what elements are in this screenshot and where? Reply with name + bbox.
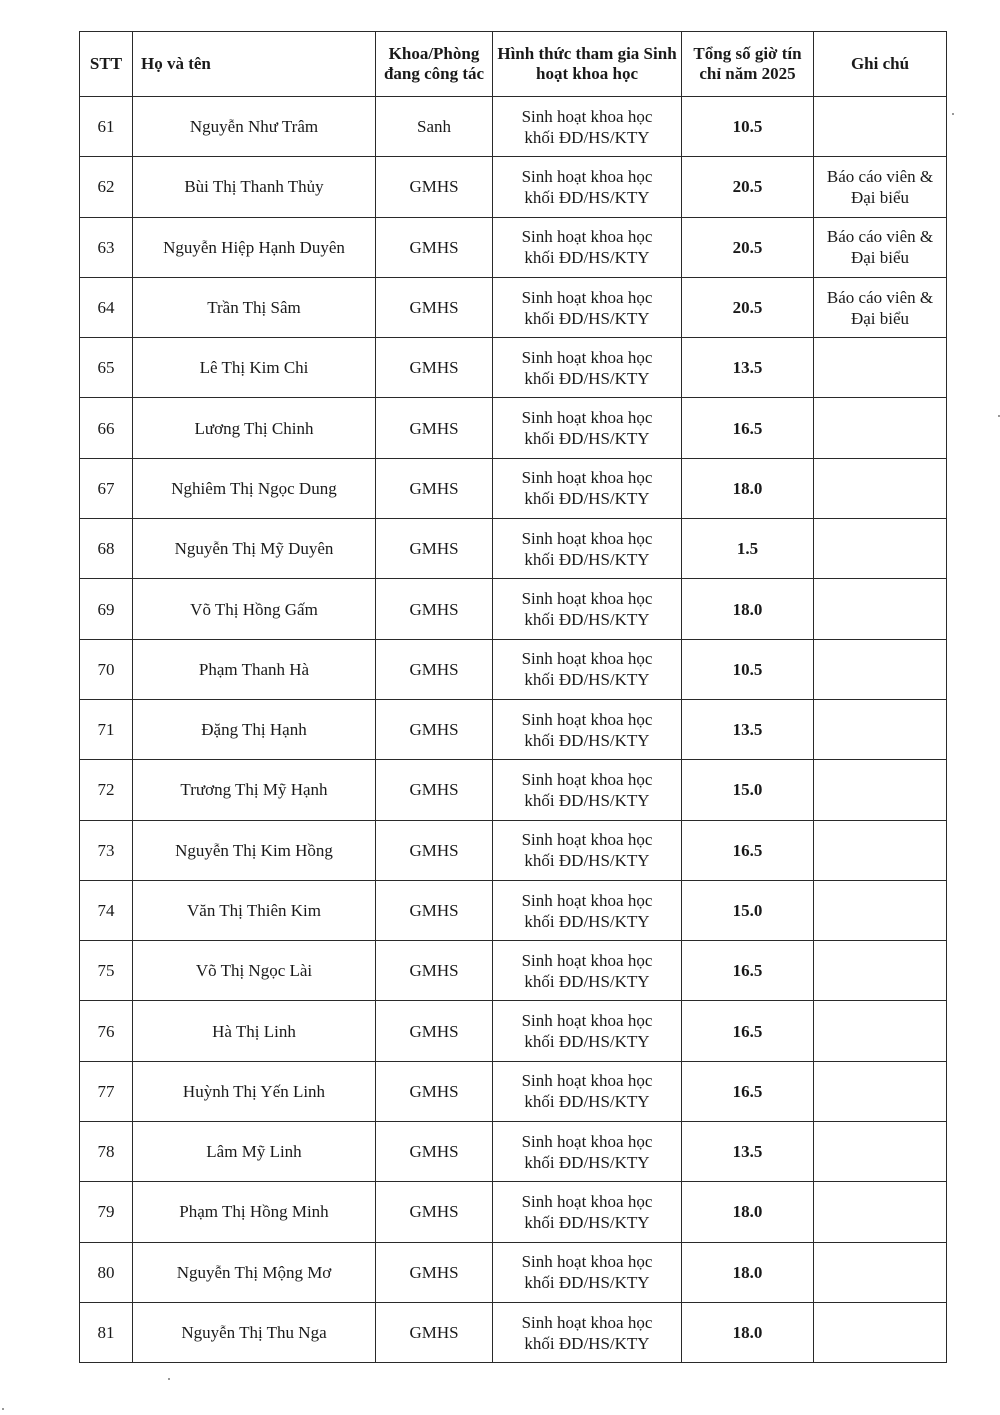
cell-note <box>814 941 947 1001</box>
cell-hours: 10.5 <box>682 639 814 699</box>
cell-dept: GMHS <box>376 880 493 940</box>
cell-note <box>814 458 947 518</box>
form-line-1: Sinh hoạt khoa học <box>521 166 653 186</box>
cell-stt: 80 <box>80 1242 133 1302</box>
cell-stt: 75 <box>80 941 133 1001</box>
form-line-2: khối ĐD/HS/KTY <box>524 368 650 388</box>
cell-note <box>814 157 947 217</box>
cell-dept: GMHS <box>376 1001 493 1061</box>
cell-hours: 16.5 <box>682 1061 814 1121</box>
form-line-1: Sinh hoạt khoa học <box>521 287 653 307</box>
cell-form <box>493 217 682 277</box>
cell-form <box>493 458 682 518</box>
form-line-1: Sinh hoạt khoa học <box>521 528 653 548</box>
form-line-1: Sinh hoạt khoa học <box>521 1312 653 1332</box>
table-header <box>80 32 947 97</box>
cell-stt: 62 <box>80 157 133 217</box>
table-row <box>80 1001 947 1061</box>
cell-hours: 1.5 <box>682 519 814 579</box>
cell-dept: GMHS <box>376 639 493 699</box>
cell-form <box>493 398 682 458</box>
cell-note <box>814 1302 947 1362</box>
table-row <box>80 579 947 639</box>
cell-note <box>814 97 947 157</box>
cell-stt: 67 <box>80 458 133 518</box>
form-line-1: Sinh hoạt khoa học <box>521 408 653 428</box>
cell-name: Phạm Thị Hồng Minh <box>133 1182 376 1242</box>
cell-dept: GMHS <box>376 1242 493 1302</box>
form-line-2: khối ĐD/HS/KTY <box>524 248 650 268</box>
cell-hours: 20.5 <box>682 217 814 277</box>
cell-stt: 76 <box>80 1001 133 1061</box>
cell-hours: 20.5 <box>682 277 814 337</box>
form-line-2: khối ĐD/HS/KTY <box>524 1212 650 1232</box>
note-line-2: Đại biểu <box>850 308 910 328</box>
cell-hours: 18.0 <box>682 458 814 518</box>
form-line-2: khối ĐD/HS/KTY <box>524 489 650 509</box>
cell-stt: 81 <box>80 1302 133 1362</box>
form-line-1: Sinh hoạt khoa học <box>521 347 653 367</box>
form-line-2: khối ĐD/HS/KTY <box>524 1273 650 1293</box>
table-row <box>80 217 947 277</box>
cell-name: Đặng Thị Hạnh <box>133 699 376 759</box>
form-line-1: Sinh hoạt khoa học <box>521 1011 653 1031</box>
cell-form <box>493 1122 682 1182</box>
table-row <box>80 157 947 217</box>
cell-name: Lê Thị Kim Chi <box>133 338 376 398</box>
cell-note <box>814 820 947 880</box>
note-line-2: Đại biểu <box>850 248 910 268</box>
cell-hours: 16.5 <box>682 398 814 458</box>
table-row <box>80 458 947 518</box>
cell-note <box>814 1182 947 1242</box>
scan-speck <box>168 1378 170 1380</box>
scan-speck <box>2 1408 4 1410</box>
cell-name: Nguyễn Thị Mộng Mơ <box>133 1242 376 1302</box>
cell-note <box>814 519 947 579</box>
form-line-2: khối ĐD/HS/KTY <box>524 1092 650 1112</box>
form-line-1: Sinh hoạt khoa học <box>521 830 653 850</box>
cell-stt: 65 <box>80 338 133 398</box>
cell-hours: 15.0 <box>682 880 814 940</box>
cell-hours: 13.5 <box>682 338 814 398</box>
cell-stt: 79 <box>80 1182 133 1242</box>
table-row <box>80 699 947 759</box>
cell-form <box>493 97 682 157</box>
table-row <box>80 1182 947 1242</box>
cell-stt: 77 <box>80 1061 133 1121</box>
header-form: Hình thức tham gia Sinh hoạt khoa học <box>493 32 682 97</box>
cell-form <box>493 277 682 337</box>
cell-dept: Sanh <box>376 97 493 157</box>
cell-form <box>493 157 682 217</box>
cell-note <box>814 277 947 337</box>
cell-note <box>814 880 947 940</box>
note-line-1: Báo cáo viên & <box>826 166 934 186</box>
form-line-1: Sinh hoạt khoa học <box>521 649 653 669</box>
cell-name: Nguyễn Thị Mỹ Duyên <box>133 519 376 579</box>
cell-form <box>493 820 682 880</box>
cell-stt: 72 <box>80 760 133 820</box>
table-row <box>80 1122 947 1182</box>
note-line-1: Báo cáo viên & <box>826 287 934 307</box>
cell-dept: GMHS <box>376 760 493 820</box>
cell-hours: 20.5 <box>682 157 814 217</box>
form-line-1: Sinh hoạt khoa học <box>521 1071 653 1091</box>
cell-hours: 15.0 <box>682 760 814 820</box>
cell-note <box>814 338 947 398</box>
scan-speck <box>952 113 954 115</box>
form-line-1: Sinh hoạt khoa học <box>521 769 653 789</box>
cell-dept: GMHS <box>376 157 493 217</box>
form-line-1: Sinh hoạt khoa học <box>521 227 653 247</box>
cell-dept: GMHS <box>376 1182 493 1242</box>
cell-note <box>814 1242 947 1302</box>
cell-note <box>814 760 947 820</box>
cell-note <box>814 217 947 277</box>
cell-form <box>493 1001 682 1061</box>
cell-name: Võ Thị Hồng Gấm <box>133 579 376 639</box>
cell-hours: 16.5 <box>682 941 814 1001</box>
cell-name: Nguyễn Như Trâm <box>133 97 376 157</box>
form-line-2: khối ĐD/HS/KTY <box>524 308 650 328</box>
cell-hours: 13.5 <box>682 699 814 759</box>
table-row <box>80 277 947 337</box>
form-line-1: Sinh hoạt khoa học <box>521 1191 653 1211</box>
cell-name: Văn Thị Thiên Kim <box>133 880 376 940</box>
cell-form <box>493 699 682 759</box>
cell-note <box>814 639 947 699</box>
cell-note <box>814 1122 947 1182</box>
form-line-2: khối ĐD/HS/KTY <box>524 127 650 147</box>
table-row <box>80 398 947 458</box>
form-line-1: Sinh hoạt khoa học <box>521 468 653 488</box>
cell-note <box>814 398 947 458</box>
cell-name: Huỳnh Thị Yến Linh <box>133 1061 376 1121</box>
participants-table <box>79 31 947 1363</box>
cell-stt: 71 <box>80 699 133 759</box>
cell-stt: 63 <box>80 217 133 277</box>
table-row <box>80 97 947 157</box>
cell-stt: 66 <box>80 398 133 458</box>
header-note: Ghi chú <box>814 32 947 97</box>
header-hours: Tổng số giờ tín chỉ năm 2025 <box>682 32 814 97</box>
cell-name: Trần Thị Sâm <box>133 277 376 337</box>
form-line-1: Sinh hoạt khoa học <box>521 709 653 729</box>
form-line-1: Sinh hoạt khoa học <box>521 950 653 970</box>
cell-stt: 68 <box>80 519 133 579</box>
table-row <box>80 760 947 820</box>
cell-dept: GMHS <box>376 398 493 458</box>
cell-dept: GMHS <box>376 1302 493 1362</box>
cell-hours: 18.0 <box>682 579 814 639</box>
table-row <box>80 639 947 699</box>
cell-form <box>493 760 682 820</box>
form-line-2: khối ĐD/HS/KTY <box>524 1032 650 1052</box>
cell-dept: GMHS <box>376 820 493 880</box>
cell-hours: 16.5 <box>682 820 814 880</box>
cell-dept: GMHS <box>376 579 493 639</box>
cell-dept: GMHS <box>376 1061 493 1121</box>
form-line-2: khối ĐD/HS/KTY <box>524 549 650 569</box>
cell-form <box>493 579 682 639</box>
form-line-2: khối ĐD/HS/KTY <box>524 971 650 991</box>
form-line-2: khối ĐD/HS/KTY <box>524 670 650 690</box>
form-line-1: Sinh hoạt khoa học <box>521 589 653 609</box>
cell-form <box>493 880 682 940</box>
cell-name: Lâm Mỹ Linh <box>133 1122 376 1182</box>
cell-form <box>493 1242 682 1302</box>
cell-stt: 61 <box>80 97 133 157</box>
form-line-2: khối ĐD/HS/KTY <box>524 730 650 750</box>
cell-note <box>814 1061 947 1121</box>
cell-stt: 78 <box>80 1122 133 1182</box>
table-row <box>80 880 947 940</box>
header-row <box>80 32 947 97</box>
cell-name: Nguyễn Hiệp Hạnh Duyên <box>133 217 376 277</box>
cell-name: Nguyễn Thị Thu Nga <box>133 1302 376 1362</box>
cell-form <box>493 1182 682 1242</box>
cell-stt: 64 <box>80 277 133 337</box>
form-line-2: khối ĐD/HS/KTY <box>524 429 650 449</box>
cell-form <box>493 1302 682 1362</box>
table-row <box>80 1302 947 1362</box>
cell-note <box>814 699 947 759</box>
cell-name: Nguyễn Thị Kim Hồng <box>133 820 376 880</box>
cell-dept: GMHS <box>376 519 493 579</box>
form-line-2: khối ĐD/HS/KTY <box>524 911 650 931</box>
cell-stt: 74 <box>80 880 133 940</box>
table-row <box>80 820 947 880</box>
header-name: Họ và tên <box>133 32 376 97</box>
cell-hours: 18.0 <box>682 1182 814 1242</box>
cell-name: Trương Thị Mỹ Hạnh <box>133 760 376 820</box>
table-row <box>80 338 947 398</box>
cell-form <box>493 639 682 699</box>
table-body <box>80 97 947 1363</box>
table-row <box>80 941 947 1001</box>
cell-dept: GMHS <box>376 941 493 1001</box>
form-line-2: khối ĐD/HS/KTY <box>524 1333 650 1353</box>
cell-dept: GMHS <box>376 338 493 398</box>
form-line-1: Sinh hoạt khoa học <box>521 890 653 910</box>
cell-hours: 18.0 <box>682 1302 814 1362</box>
cell-stt: 69 <box>80 579 133 639</box>
cell-form <box>493 941 682 1001</box>
header-dept: Khoa/Phòng đang công tác <box>376 32 493 97</box>
cell-form <box>493 519 682 579</box>
note-line-1: Báo cáo viên & <box>826 227 934 247</box>
form-line-2: khối ĐD/HS/KTY <box>524 610 650 630</box>
cell-hours: 10.5 <box>682 97 814 157</box>
note-line-2: Đại biểu <box>850 187 910 207</box>
cell-name: Võ Thị Ngọc Lài <box>133 941 376 1001</box>
cell-name: Hà Thị Linh <box>133 1001 376 1061</box>
header-stt: STT <box>80 32 133 97</box>
table-row <box>80 519 947 579</box>
cell-dept: GMHS <box>376 699 493 759</box>
cell-note <box>814 1001 947 1061</box>
cell-hours: 16.5 <box>682 1001 814 1061</box>
cell-dept: GMHS <box>376 277 493 337</box>
form-line-1: Sinh hoạt khoa học <box>521 1252 653 1272</box>
cell-name: Phạm Thanh Hà <box>133 639 376 699</box>
form-line-2: khối ĐD/HS/KTY <box>524 851 650 871</box>
table-row <box>80 1061 947 1121</box>
table-row <box>80 1242 947 1302</box>
cell-dept: GMHS <box>376 458 493 518</box>
form-line-1: Sinh hoạt khoa học <box>521 1131 653 1151</box>
cell-stt: 70 <box>80 639 133 699</box>
cell-name: Lương Thị Chinh <box>133 398 376 458</box>
cell-stt: 73 <box>80 820 133 880</box>
cell-dept: GMHS <box>376 217 493 277</box>
cell-dept: GMHS <box>376 1122 493 1182</box>
cell-hours: 13.5 <box>682 1122 814 1182</box>
form-line-1: Sinh hoạt khoa học <box>521 106 653 126</box>
cell-note <box>814 579 947 639</box>
form-line-2: khối ĐD/HS/KTY <box>524 790 650 810</box>
cell-form <box>493 338 682 398</box>
form-line-2: khối ĐD/HS/KTY <box>524 1152 650 1172</box>
cell-hours: 18.0 <box>682 1242 814 1302</box>
cell-form <box>493 1061 682 1121</box>
cell-name: Nghiêm Thị Ngọc Dung <box>133 458 376 518</box>
cell-name: Bùi Thị Thanh Thủy <box>133 157 376 217</box>
form-line-2: khối ĐD/HS/KTY <box>524 187 650 207</box>
